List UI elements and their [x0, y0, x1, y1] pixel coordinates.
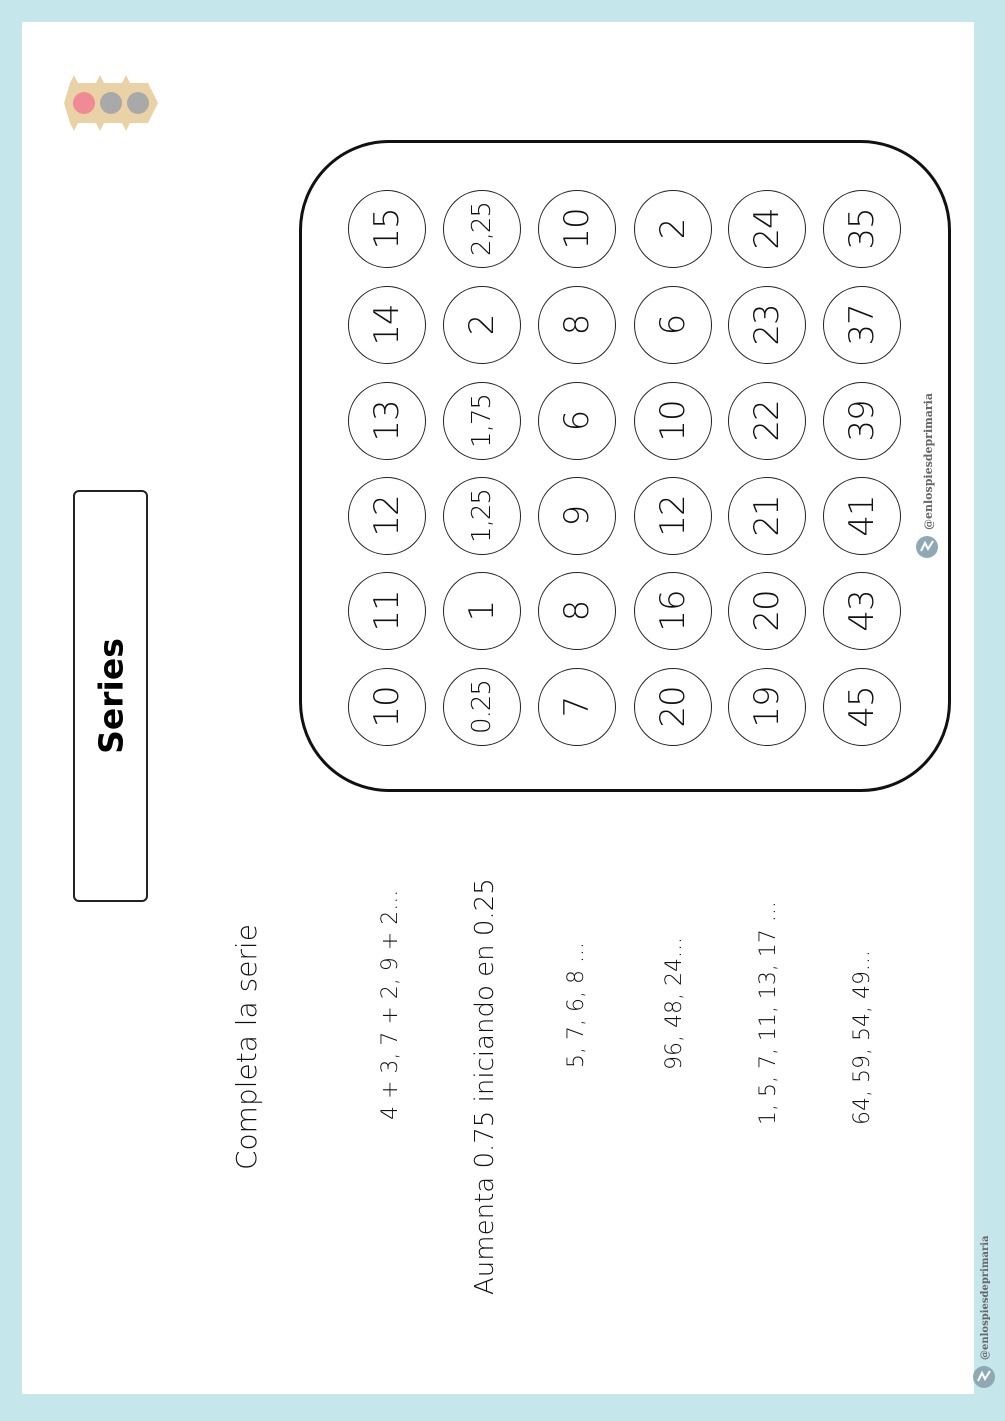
grid-cell	[728, 572, 806, 650]
grid-cell	[823, 190, 901, 268]
grid-cell	[634, 572, 712, 650]
grid-cell	[443, 286, 521, 364]
grid-cell	[823, 477, 901, 555]
grid-cell-value: 10	[367, 686, 407, 728]
grid-cell	[634, 190, 712, 268]
grid-cell	[634, 382, 712, 460]
grid-cell-value: 14	[367, 304, 407, 346]
grid-cell	[823, 286, 901, 364]
grid-cell	[348, 286, 426, 364]
exercise-5: 1, 5, 7, 11, 13, 17 ...	[756, 901, 781, 1125]
grid-cell	[538, 286, 616, 364]
instruction-text: Completa la serie	[230, 924, 263, 1170]
grid-cell-value: 24	[747, 208, 787, 250]
grid-cell-value: 35	[842, 208, 882, 250]
grid-cell-value: 10	[557, 208, 597, 250]
logo-icon	[915, 535, 939, 559]
grid-cell	[823, 668, 901, 746]
watermark-text: @enlospiesdeprimaria	[922, 393, 935, 530]
grid-cell-value: 0.25	[467, 680, 497, 734]
grid-cell-value: 6	[653, 314, 693, 336]
grid-cell-value: 12	[653, 495, 693, 537]
exercise-4: 96, 48, 24...	[662, 937, 687, 1070]
grid-cell	[823, 382, 901, 460]
traffic-light-icon	[64, 75, 158, 131]
title-box	[73, 490, 148, 902]
grid-cell-value: 20	[653, 686, 693, 728]
grid-cell-value: 19	[747, 686, 787, 728]
grid-cell	[728, 190, 806, 268]
grid-cell-value: 15	[367, 208, 407, 250]
grid-cell-value: 1,25	[467, 489, 497, 543]
grid-cell	[728, 668, 806, 746]
grid-cell-value: 1,75	[467, 394, 497, 448]
grid-cell	[728, 382, 806, 460]
footer-logo-icon	[972, 1365, 996, 1389]
grid-cell	[634, 668, 712, 746]
grid-cell	[728, 477, 806, 555]
page-title: Series	[91, 638, 130, 754]
grid-cell-value: 23	[747, 304, 787, 346]
grid-cell	[443, 668, 521, 746]
grid-cell	[348, 572, 426, 650]
grid-cell-value: 8	[557, 600, 597, 622]
grid-cell-value: 2	[653, 218, 693, 240]
grid-cell-value: 1	[462, 600, 502, 622]
grid-cell-value: 16	[653, 590, 693, 632]
grid-cell-value: 41	[842, 495, 882, 537]
grid-cell-value: 20	[747, 590, 787, 632]
grid-cell-value: 2,25	[467, 202, 497, 256]
grid-cell-value: 45	[842, 686, 882, 728]
exercise-1: 4 + 3, 7 + 2, 9 + 2...	[378, 889, 403, 1120]
footer-watermark-text: @enlospiesdeprimaria	[980, 1235, 991, 1360]
grid-cell-value: 6	[557, 410, 597, 432]
grid-cell-value: 2	[462, 314, 502, 336]
grid-cell-value: 7	[557, 696, 597, 718]
grid-cell-value: 21	[747, 495, 787, 537]
grid-cell-value: 12	[367, 495, 407, 537]
grid-cell-value: 8	[557, 314, 597, 336]
exercise-6: 64, 59, 54, 49...	[850, 950, 875, 1125]
grid-cell	[634, 477, 712, 555]
grid-cell	[348, 382, 426, 460]
grid-cell-value: 13	[367, 400, 407, 442]
grid-cell-value: 9	[557, 505, 597, 527]
grid-cell	[443, 190, 521, 268]
grid-cell	[538, 668, 616, 746]
grid-cell	[348, 668, 426, 746]
grid-cell-value: 37	[842, 304, 882, 346]
grid-cell-value: 39	[842, 400, 882, 442]
exercise-3: 5, 7, 6, 8 ...	[564, 942, 589, 1068]
grid-cell	[538, 190, 616, 268]
grid-cell	[443, 382, 521, 460]
grid-cell	[443, 477, 521, 555]
grid-cell	[538, 477, 616, 555]
grid-cell-value: 43	[842, 590, 882, 632]
grid-cell-value: 11	[367, 590, 407, 632]
grid-cell-value: 22	[747, 400, 787, 442]
grid-cell	[823, 572, 901, 650]
grid-cell-value: 10	[653, 400, 693, 442]
grid-cell	[728, 286, 806, 364]
exercise-2: Aumenta 0.75 iniciando en 0.25	[470, 878, 500, 1295]
grid-cell	[348, 477, 426, 555]
grid-cell	[538, 572, 616, 650]
grid-cell	[443, 572, 521, 650]
grid-cell	[348, 190, 426, 268]
grid-cell	[634, 286, 712, 364]
grid-cell	[538, 382, 616, 460]
